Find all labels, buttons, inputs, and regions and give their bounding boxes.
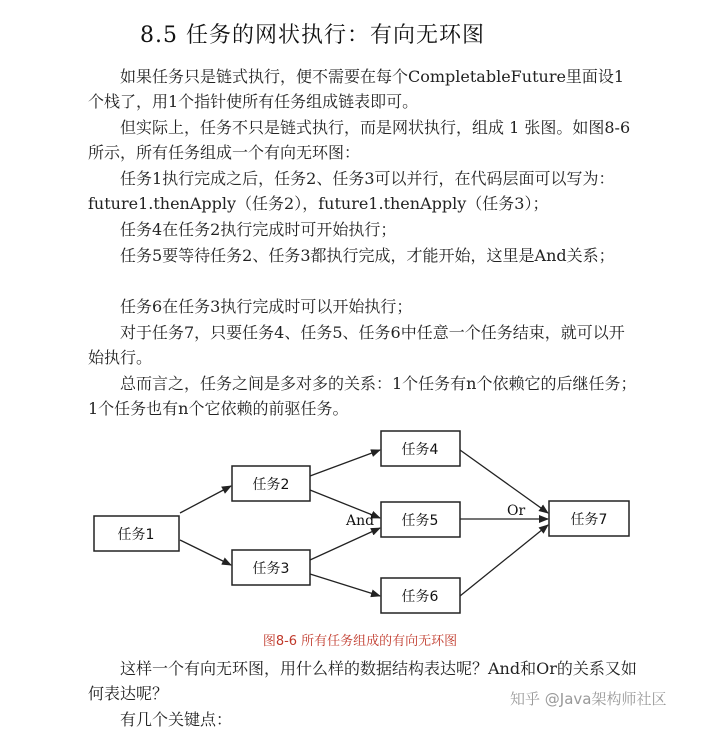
node-t6-label: 任务6 — [401, 589, 439, 605]
paragraph-9-text: 这样一个有向无环图，用什么样的数据结构表达呢？And和Or的关系又如何表达呢？ — [88, 659, 637, 703]
paragraph-10 — [88, 707, 640, 732]
edge-t3-t5 — [310, 528, 380, 560]
node-t5 — [381, 502, 460, 537]
paragraph-10-text: 有几个关键点： — [120, 710, 233, 729]
node-t3 — [232, 550, 310, 585]
paragraph-5 — [88, 243, 640, 268]
paragraph-3 — [88, 166, 640, 216]
edge-t2-t4 — [310, 450, 380, 476]
paragraph-6 — [88, 294, 640, 319]
paragraph-2-text: 但实际上，任务不只是链式执行，而是网状执行，组成 1 张图。如图8-6所示，所有任务组成一个有向无环图： — [88, 118, 631, 162]
and-label: And — [346, 513, 375, 529]
paragraph-6-text: 任务6在任务3执行完成时可以开始执行； — [120, 297, 413, 316]
node-t2 — [232, 466, 310, 501]
paragraph-7 — [88, 320, 640, 370]
edge-t1-t2 — [180, 486, 231, 513]
dag-diagram — [0, 428, 720, 628]
paragraph-2 — [88, 115, 640, 165]
paragraph-7-text: 对于任务7，只要任务4、任务5、任务6中任意一个任务结束，就可以开始执行。 — [88, 323, 625, 367]
node-t2-label: 任务2 — [252, 477, 290, 493]
node-t1 — [94, 516, 179, 551]
node-t1-label: 任务1 — [117, 527, 155, 543]
paragraph-5-text: 任务5要等待任务2、任务3都执行完成，才能开始，这里是And关系； — [120, 246, 615, 265]
node-t4-label: 任务4 — [401, 442, 439, 458]
or-label: Or — [507, 503, 526, 519]
paragraph-1 — [88, 64, 640, 114]
node-t4 — [381, 431, 460, 466]
node-t7 — [549, 501, 629, 536]
paragraph-4-text: 任务4在任务2执行完成时可开始执行； — [120, 220, 397, 239]
edge-t1-t3 — [180, 540, 231, 565]
paragraph-1-text: 如果任务只是链式执行，便不需要在每个CompletableFuture里面设1个栈了，用1个指针使所有任务组成链表即可。 — [88, 67, 625, 111]
edge-t4-t7 — [460, 450, 548, 513]
figure-caption: 图8-6 所有任务组成的有向无环图 — [262, 634, 458, 649]
node-t6 — [381, 578, 460, 613]
paragraph-4 — [88, 217, 640, 242]
paragraph-8 — [88, 371, 640, 421]
paragraph-8-text: 总而言之，任务之间是多对多的关系：1个任务有n个依赖它的后继任务；1个任务也有n个它依赖的前驱任务。 — [88, 374, 637, 418]
node-t5-label: 任务5 — [401, 513, 439, 529]
node-t7-label: 任务7 — [570, 512, 608, 528]
paragraph-3-text: 任务1执行完成之后，任务2、任务3可以并行，在代码层面可以写为：future1.thenApply（任务2），future1.thenApply（任务3）； — [88, 169, 615, 213]
section-heading: 8.5 任务的网状执行：有向无环图 — [140, 23, 485, 48]
watermark: 知乎 @Java架构师社区 — [510, 690, 667, 708]
edge-t6-t7 — [460, 525, 548, 596]
edge-t3-t6 — [310, 574, 380, 596]
node-t3-label: 任务3 — [252, 561, 290, 577]
